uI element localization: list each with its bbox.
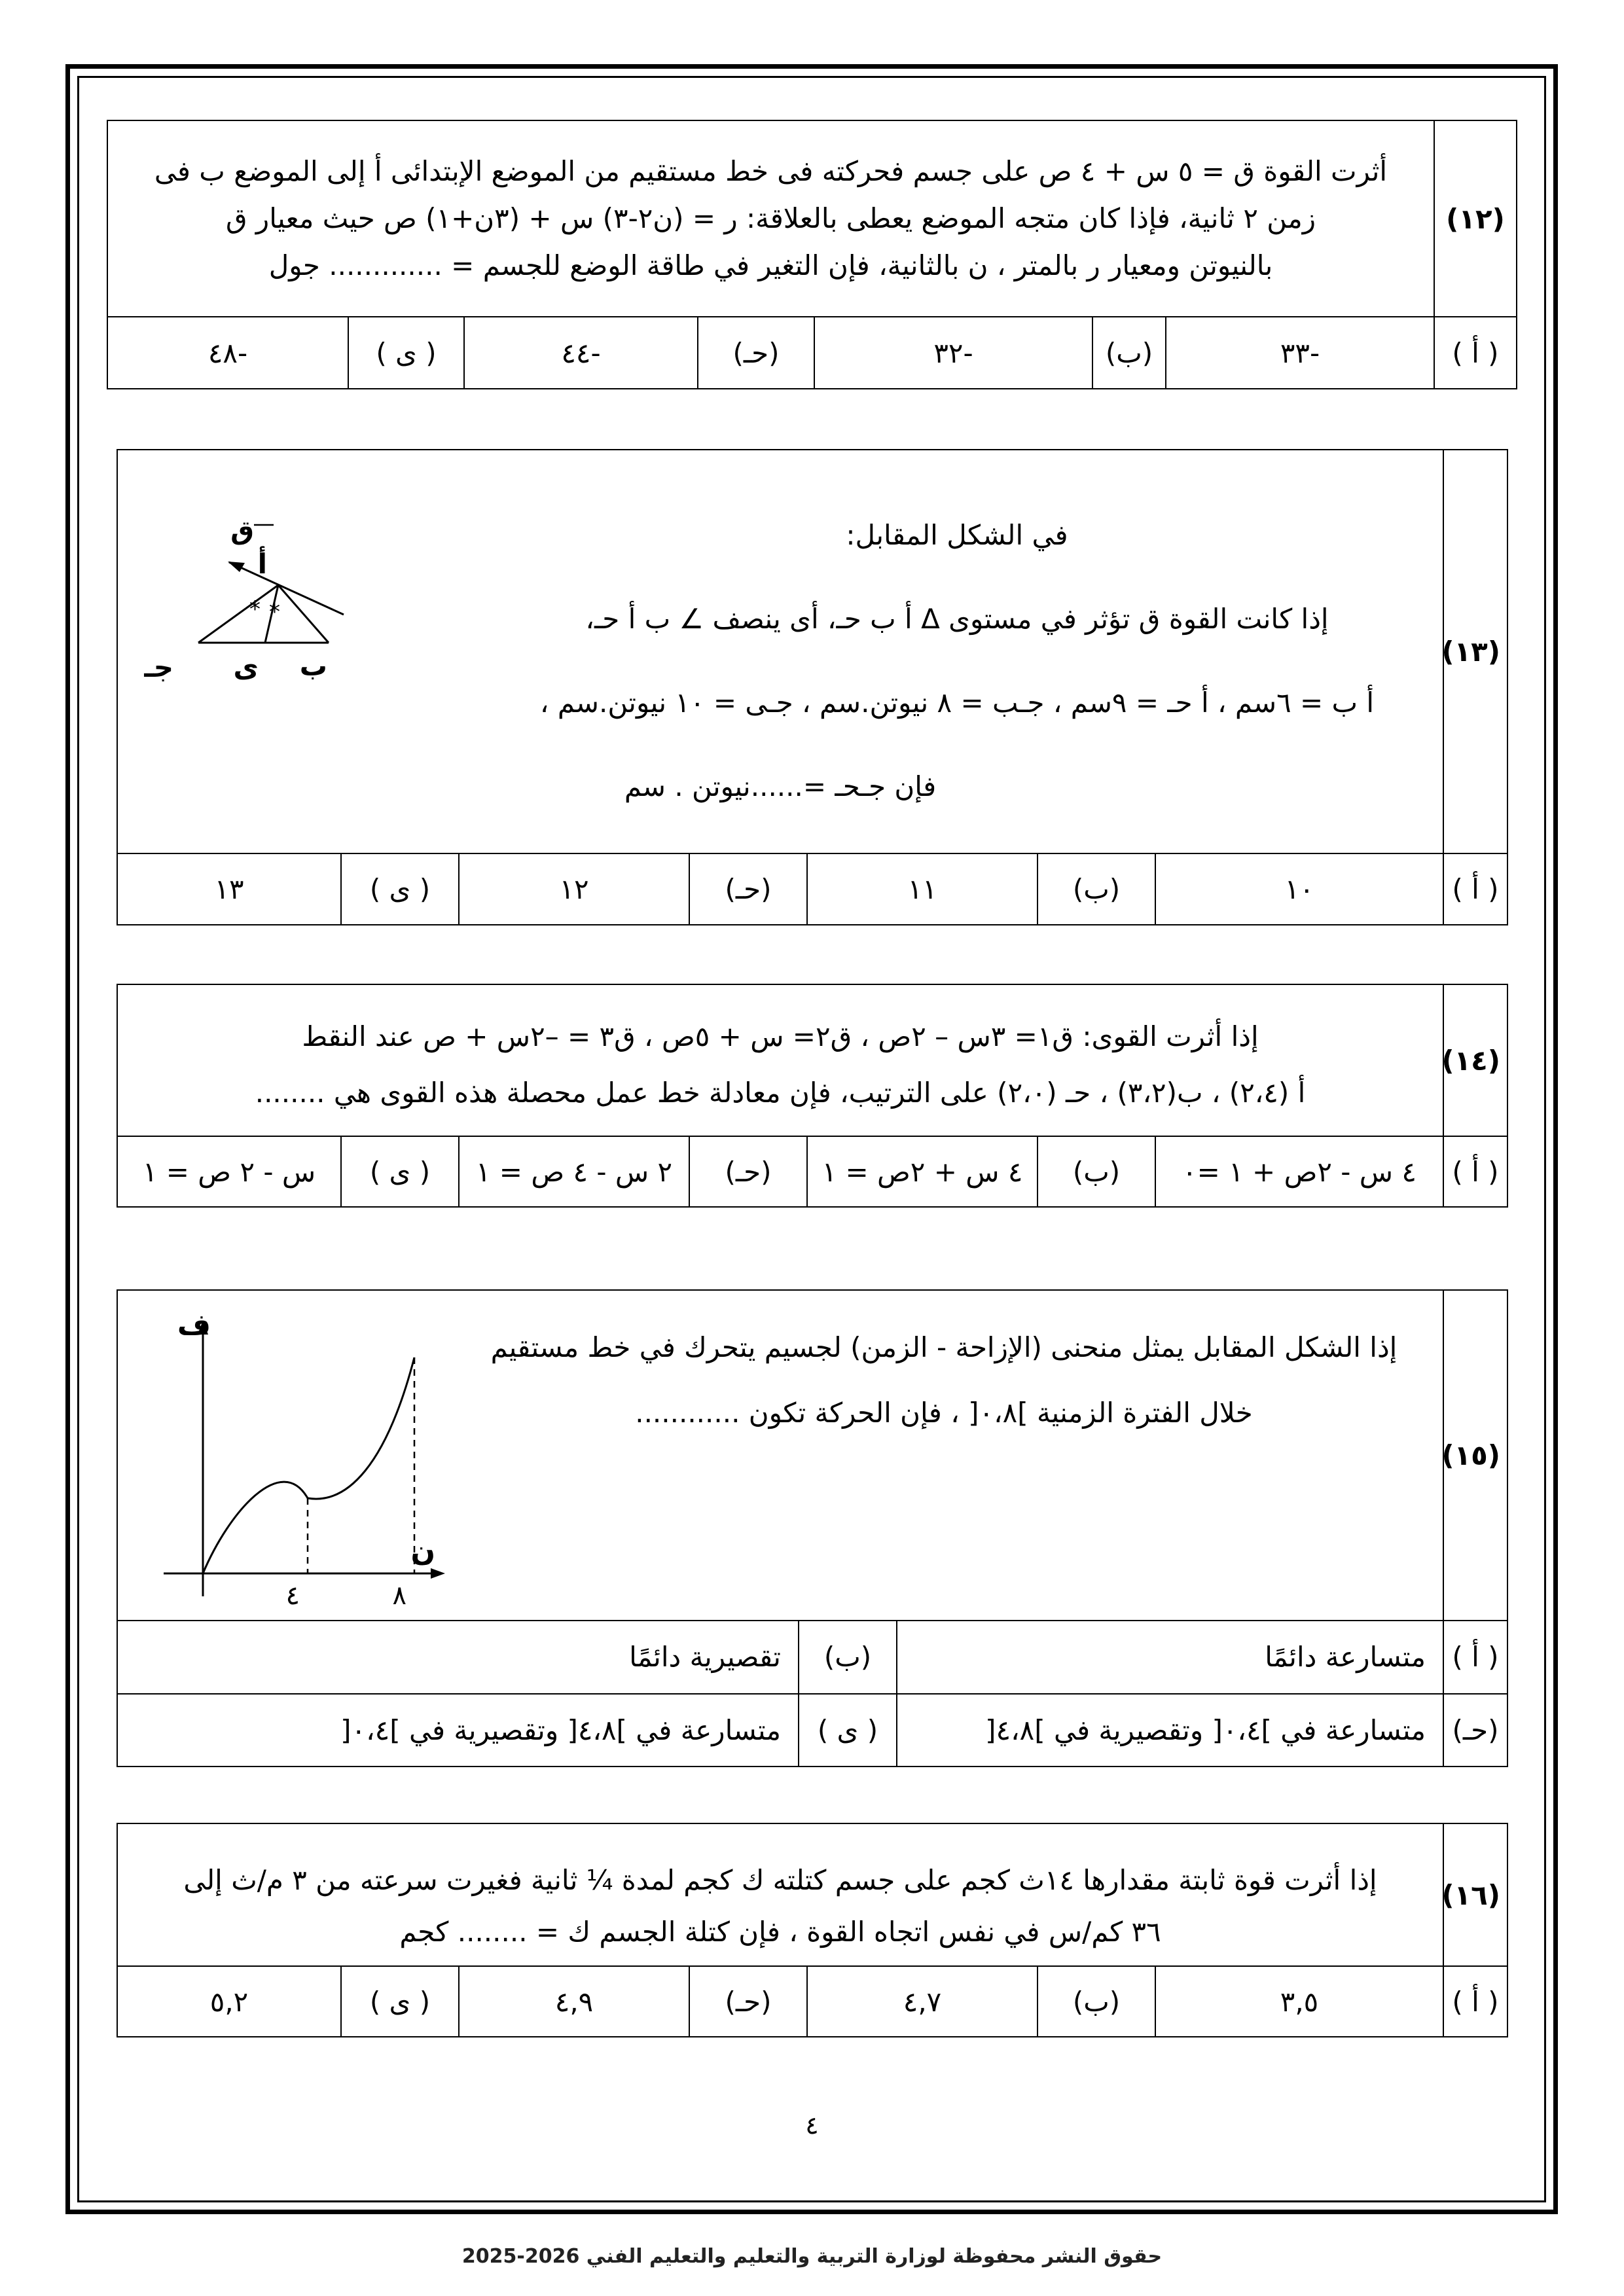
option-value-a[interactable]: متسارعة دائمًا [897,1621,1443,1694]
force-label: ق [230,519,254,546]
question-number: (١٢) [1434,120,1517,317]
question-stem [117,1823,1443,1966]
stem-line: بالنيوتن ومعيار ر بالمتر ، ن بالثانية، فإن التغير في طاقة الوضع للجسم = ............. جول [268,249,1273,281]
option-value-a[interactable]: ٤ س - ٢ص + ١ =٠ [1155,1136,1443,1207]
displacement-time-graph [137,1308,452,1616]
option-value-c[interactable]: متسارعة في ]٠،٤[ وتقصيرية في ]٤،٨[ [897,1694,1443,1767]
option-letter-a: ( أ ) [1434,317,1517,389]
x-axis-label: ن [410,1534,435,1568]
question-stem [117,450,1443,853]
option-letter-b: (ب) [1038,1136,1155,1207]
option-value-d[interactable]: ١٣ [117,853,341,925]
option-value-d[interactable]: س - ٢ ص = ١ [117,1136,341,1207]
option-value-d[interactable]: ٥,٢ [117,1966,341,2037]
option-letter-c: (حـ) [1443,1694,1507,1767]
option-letter-b: (ب) [799,1621,897,1694]
vertex-b-label: ب [299,649,327,682]
question-number: (١٣) [1443,450,1507,853]
stem-line: أ ب = ٦سم ، أ حـ = ٩سم ، جـب = ٨ نيوتن.سم ، جـى = ١٠ نيوتن.سم ، [539,686,1375,719]
option-letter-d: ( ى ) [341,853,459,925]
stem-line: إذا الشكل المقابل يمثل منحنى (الإزاحة - الزمن) لجسيم يتحرك في خط مستقيم [490,1331,1398,1363]
x-tick-8: ٨ [392,1580,406,1609]
stem-line: زمن ٢ ثانية، فإذا كان متجه الموضع يعطى بالعلاقة: ر = (ن٢-٣) س + (٣ن+١) ص حيث معيار ق [225,202,1316,234]
copyright-footer: حقوق النشر محفوظة لوزارة التربية والتعليم والتعليم الفني 2026-2025 [461,2245,1163,2268]
point-d-label: ى [233,651,259,683]
option-value-c[interactable]: ١٢ [459,853,689,925]
option-letter-b: (ب) [1092,317,1166,389]
question-14 [117,984,1508,1208]
question-12 [107,120,1517,389]
stem-line: فإن جـحـ =......نيوتن . سم [624,770,937,802]
option-letter-c: (حـ) [698,317,814,389]
option-letter-a: ( أ ) [1443,1136,1507,1207]
option-value-d[interactable]: -٤٨ [107,317,348,389]
option-letter-d: ( ى ) [348,317,464,389]
question-16 [117,1823,1508,2037]
angle-mark-2: * [269,598,280,625]
option-value-b[interactable]: ٤,٧ [807,1966,1038,2037]
page-number: ٤ [805,2111,819,2140]
x-tick-4: ٤ [285,1580,300,1609]
question-number: (١٥) [1443,1290,1507,1621]
triangle-diagram [137,520,478,716]
stem-line: إذا أثرت القوى: ق١= ٣س – ٢ص ، ق٢= س + ٥ص ، ق٣ = –٢س + ص عند النقط [302,1020,1259,1052]
stem-line: في الشكل المقابل: [846,518,1068,551]
stem-line: إذا أثرت قوة ثابتة مقدارها ١٤ث كجم على جسم كتلته ك كجم لمدة ¼ ثانية فغيرت سرعته من ٣ م/ث إلى [183,1864,1377,1896]
option-letter-d: ( ى ) [341,1136,459,1207]
option-letter-b: (ب) [1038,1966,1155,2037]
option-value-b[interactable]: تقصيرية دائمًا [117,1621,799,1694]
option-letter-a: ( أ ) [1443,1621,1507,1694]
option-value-c[interactable]: -٤٤ [464,317,698,389]
question-13 [117,449,1508,925]
option-value-a[interactable]: -٣٣ [1166,317,1434,389]
option-value-a[interactable]: ٣,٥ [1155,1966,1443,2037]
vertex-c-label: جـ [144,651,173,683]
displacement-time-curve [137,1308,452,1609]
question-number: (١٤) [1443,984,1507,1136]
angle-mark-1: * [249,596,261,622]
option-letter-b: (ب) [1038,853,1155,925]
stem-line: إذا كانت القوة ق تؤثر في مستوى Δ أ ب حـ، أى ينصف ∠ ب أ حـ، [585,602,1329,635]
option-letter-a: ( أ ) [1443,853,1507,925]
option-value-c[interactable]: ٤,٩ [459,1966,689,2037]
option-value-b[interactable]: ٤ س + ٢ص = ١ [807,1136,1038,1207]
question-stem [117,984,1443,1136]
option-letter-c: (حـ) [689,1136,807,1207]
question-stem [117,1290,1443,1621]
option-letter-c: (حـ) [689,1966,807,2037]
option-value-b[interactable]: -٣٢ [814,317,1092,389]
y-axis-label: ف [177,1308,211,1342]
option-value-b[interactable]: ١١ [807,853,1038,925]
option-value-c[interactable]: ٢ س - ٤ ص = ١ [459,1136,689,1207]
question-number: (١٦) [1443,1823,1507,1966]
triangle-figure [137,520,478,723]
option-letter-d: ( ى ) [341,1966,459,2037]
option-letter-a: ( أ ) [1443,1966,1507,2037]
option-value-a[interactable]: ١٠ [1155,853,1443,925]
option-letter-d: ( ى ) [799,1694,897,1767]
option-letter-c: (حـ) [689,853,807,925]
stem-line: أثرت القوة ق = ٥ س + ٤ ص على جسم فحركته فى خط مستقيم من الموضع الإبتدائى أ إلى الموضع ب فى [154,155,1388,187]
stem-line: ٣٦ كم/س في نفس اتجاه القوة ، فإن كتلة الجسم ك = ........ كجم [399,1916,1161,1948]
question-15 [117,1289,1508,1767]
question-stem [107,120,1434,317]
stem-line: أ (٢،٤) ، ب(٣،٢) ، حـ (٢،٠) على الترتيب، فإن معادلة خط عمل محصلة هذه القوى هي ........ [255,1077,1306,1109]
stem-line: خلال الفترة الزمنية ]٠،٨[ ، فإن الحركة تكون ............ [635,1396,1253,1429]
vertex-a-label: أ [257,547,267,580]
option-value-d[interactable]: متسارعة في ]٤،٨[ وتقصيرية في ]٠،٤[ [117,1694,799,1767]
